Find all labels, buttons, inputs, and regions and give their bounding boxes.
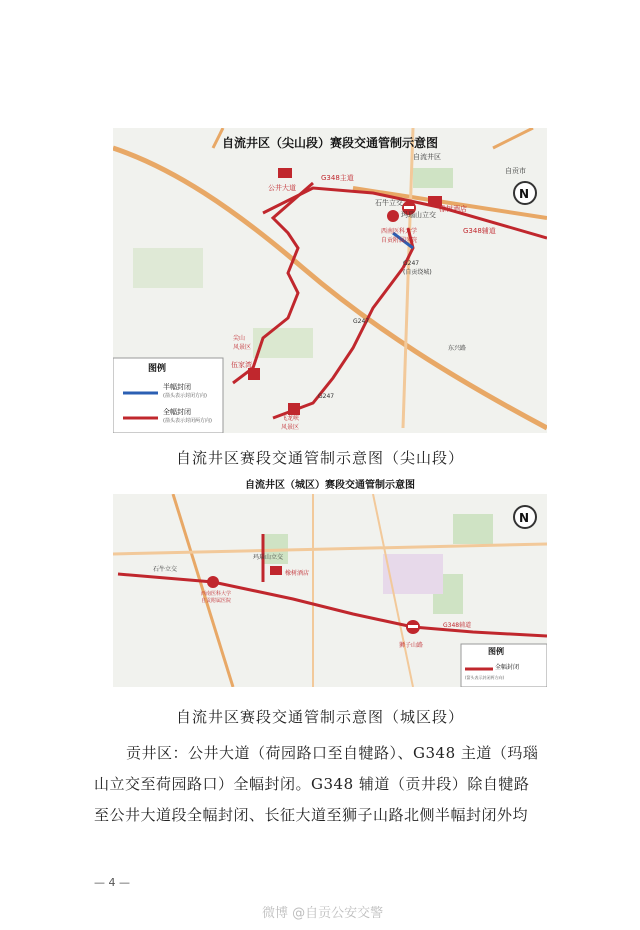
- map-city-svg: [113, 494, 547, 687]
- label2-maliu: 玛瑙山立交: [253, 554, 284, 561]
- label2-g348-link: G348辅道: [443, 622, 472, 629]
- label-dongxing: 东兴路: [448, 345, 467, 352]
- legend2-full: 全幅封闭: [495, 664, 520, 671]
- label-gongjing-ave: 公井大道: [268, 184, 296, 192]
- label2-shixianli: 石牛立交: [153, 566, 178, 573]
- label-place-top: 自流井区: [413, 153, 441, 161]
- map1-title: 自流井区（尖山段）赛段交通管制示意图: [221, 136, 438, 150]
- label2-university: 西南医科大学 自贡附属医院: [201, 591, 232, 604]
- label-hotel: 橡树酒店: [439, 205, 467, 213]
- map-jianshan-section: [113, 128, 547, 433]
- legend2-title: 图例: [488, 647, 504, 656]
- label2-node-bottom: 狮子山路: [399, 642, 424, 649]
- svg-text:N: N: [519, 511, 530, 525]
- label-g348-link: G348辅道: [463, 227, 496, 235]
- label-g247b: G247: [353, 318, 370, 325]
- label2-hotel: 橡树酒店: [285, 570, 310, 577]
- map2-title: 自流井区（城区）赛段交通管制示意图: [245, 480, 415, 491]
- svg-text:N: N: [519, 187, 530, 201]
- legend1-full: 全幅封闭: [163, 408, 191, 416]
- watermark: 微博 @自贡公安交警: [262, 906, 384, 921]
- paragraph-line-2: 山立交至荷园路口）全幅封闭。G348 辅道（贡井段）除自犍路: [94, 775, 530, 793]
- paragraph-line-3: 至公井大道段全幅封闭、长征大道至狮子山路北侧半幅封闭外均: [94, 806, 529, 824]
- caption-map1: 自流井区赛段交通管制示意图（尖山段）: [175, 449, 464, 467]
- label-g247c: G247: [318, 393, 335, 400]
- caption-map2: 自流井区赛段交通管制示意图（城区段）: [175, 708, 464, 726]
- legend1-title: 图例: [148, 364, 167, 374]
- page-number: — 4 —: [94, 876, 130, 889]
- map-city-section: [113, 480, 547, 687]
- label-shixianli: 石牛立交: [375, 199, 403, 207]
- legend1-half-note: (箭头表示封闭方向): [163, 393, 207, 399]
- legend2-full-note: (箭头表示封闭两方向): [465, 675, 505, 680]
- label-feilong: 飞龙峡 风景区: [281, 415, 300, 431]
- label-g247: G247 (自贡绕城): [403, 260, 432, 276]
- label-g348-main: G348主道: [321, 174, 354, 182]
- label-city: 自贡市: [505, 167, 526, 175]
- label-university: 西南医科大学 自贡附属医院: [381, 228, 418, 244]
- label-jianshan: 尖山 风景区: [233, 335, 252, 351]
- label-wufeng: 伍家湾: [231, 361, 252, 369]
- label-maliu: 玛瑙山立交: [401, 211, 436, 219]
- legend1-half: 半幅封闭: [163, 383, 191, 391]
- legend1-full-note: (箭头表示封闭两方向): [163, 418, 212, 424]
- paragraph-line-1: 贡井区：公井大道（荷园路口至自犍路）、G348 主道（玛瑙: [126, 744, 539, 762]
